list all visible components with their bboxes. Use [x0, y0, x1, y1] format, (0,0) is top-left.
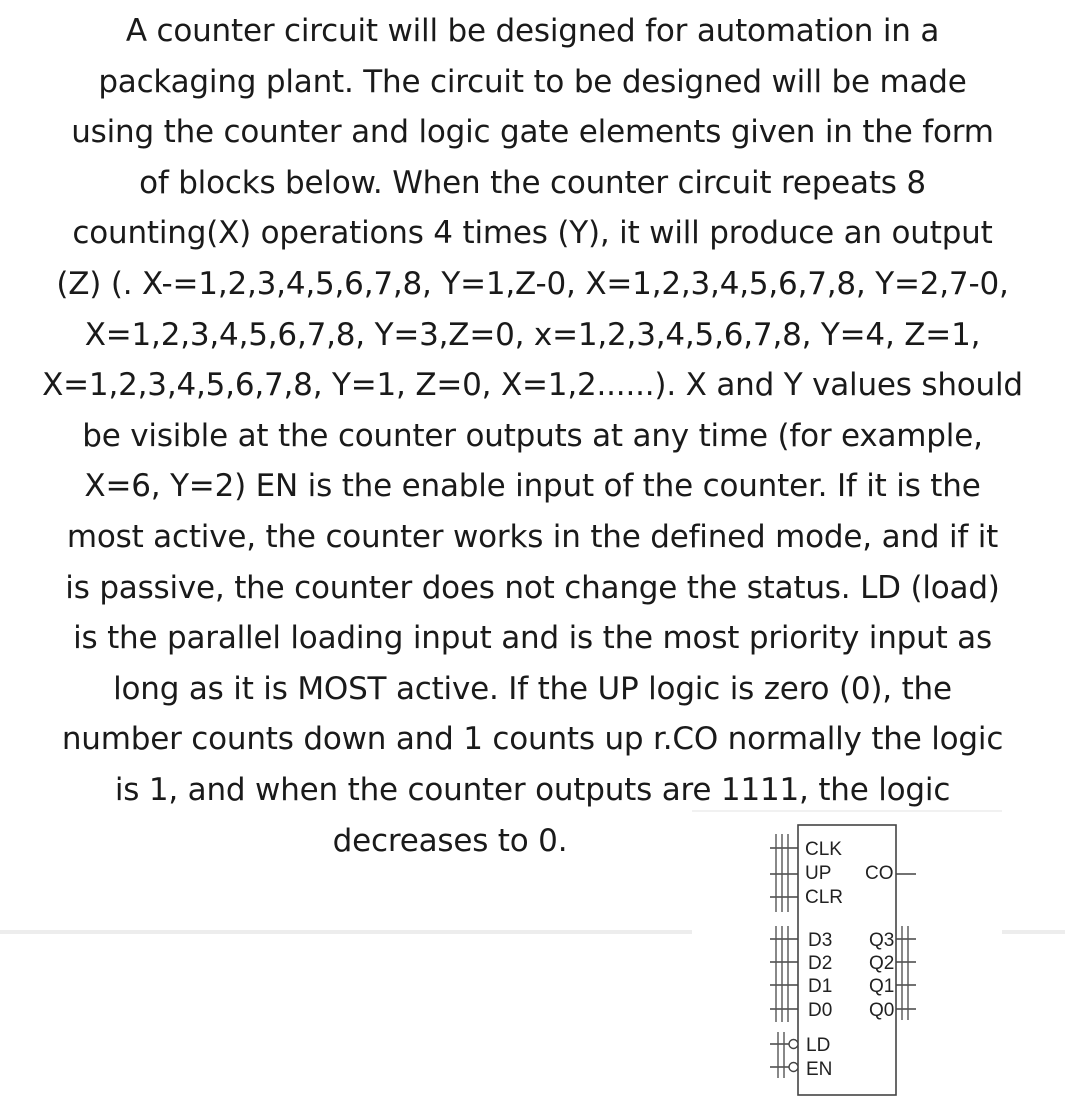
text-line: is passive, the counter does not change the status. LD (load)	[65, 569, 1000, 606]
text-line: X=6, Y=2) EN is the enable input of the counter. If it is the	[84, 468, 981, 505]
divider-left	[0, 930, 692, 934]
text-line: using the counter and logic gate elements given in the form	[71, 114, 994, 151]
text-line-last: decreases to 0.	[332, 822, 568, 859]
en-inversion-bubble	[789, 1063, 798, 1072]
text-line: long as it is MOST active. If the UP logic is zero (0), the	[113, 670, 952, 707]
text-line: X=1,2,3,4,5,6,7,8, Y=1, Z=0, X=1,2......). X and Y values should	[42, 367, 1023, 404]
divider-right	[1002, 930, 1065, 934]
text-line: is the parallel loading input and is the most priority input as	[73, 620, 992, 657]
text-line: most active, the counter works in the defined mode, and if it	[66, 518, 999, 555]
text-line: be visible at the counter outputs at any time (for example,	[82, 417, 983, 454]
ld-inversion-bubble	[789, 1040, 798, 1049]
divider-top	[692, 810, 1002, 812]
problem-statement	[0, 6, 1065, 866]
pin-label-q3: Q3	[869, 930, 895, 951]
text-line: counting(X) operations 4 times (Y), it will produce an output	[72, 215, 993, 252]
text-line: packaging plant. The circuit to be designed will be made	[98, 63, 967, 100]
text-line: (Z) (. X-=1,2,3,4,5,6,7,8, Y=1,Z-0, X=1,2,3,4,5,6,7,8, Y=2,7-0,	[56, 265, 1009, 302]
pin-label-clr: CLR	[805, 887, 844, 908]
pin-label-d3: D3	[808, 930, 833, 951]
text-line: A counter circuit will be designed for automation in a	[125, 13, 940, 49]
pin-label-d1: D1	[808, 976, 833, 997]
pin-label-ld: LD	[806, 1035, 831, 1056]
pin-label-q0: Q0	[869, 1000, 895, 1021]
pin-label-q2: Q2	[869, 953, 895, 974]
pin-label-d0: D0	[808, 1000, 833, 1021]
text-line: number counts down and 1 counts up r.CO normally the logic	[61, 721, 1004, 758]
pin-label-q1: Q1	[869, 976, 895, 997]
pin-label-up: UP	[805, 863, 832, 884]
counter-symbol	[764, 822, 924, 1098]
pin-label-d2: D2	[808, 953, 833, 974]
text-line: of blocks below. When the counter circuit repeats 8	[139, 164, 926, 201]
pin-label-clk: CLK	[805, 839, 842, 860]
text-line: is 1, and when the counter outputs are 1111, the logic	[114, 771, 951, 808]
counter-block-diagram	[764, 822, 924, 1098]
text-line: X=1,2,3,4,5,6,7,8, Y=3,Z=0, x=1,2,3,4,5,6,7,8, Y=4, Z=1,	[84, 316, 981, 353]
pin-label-co: CO	[865, 863, 894, 884]
pin-label-en: EN	[806, 1059, 833, 1080]
